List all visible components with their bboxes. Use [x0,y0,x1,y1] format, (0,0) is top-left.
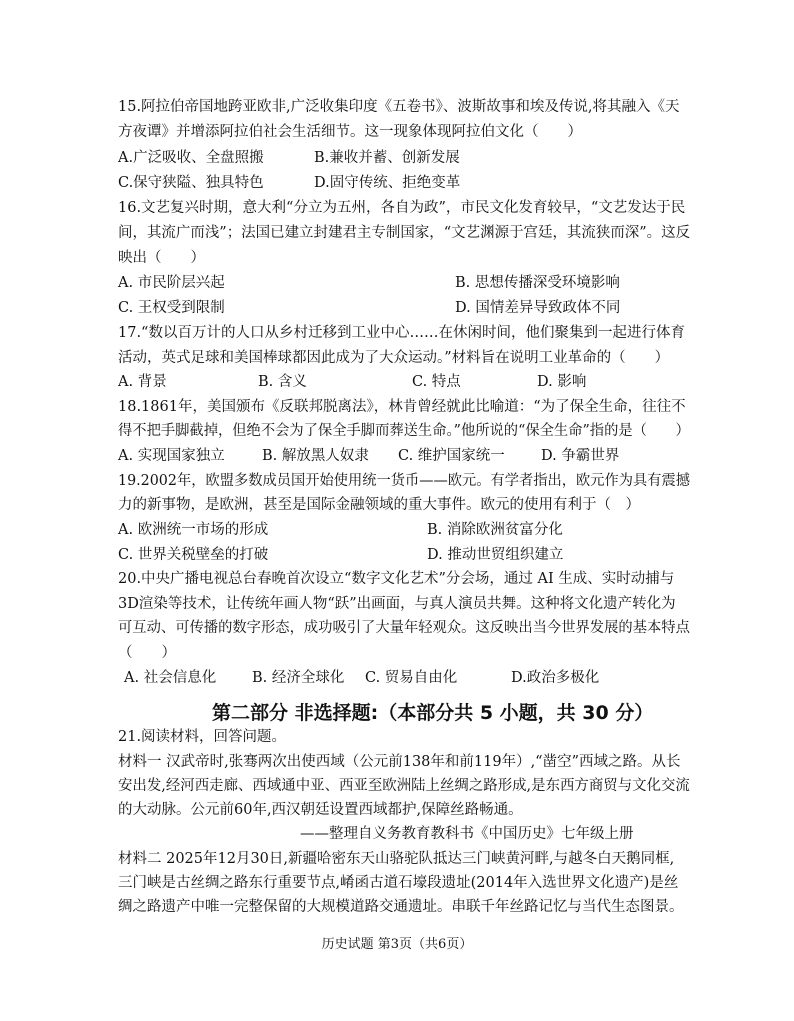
q20-option-d: D.政治多极化 [511,670,600,686]
q16-option-b: B. 思想传播深受环境影响 [455,275,620,291]
q16-option-d: D. 国情差异导致政体不同 [455,300,621,316]
q16-line-2: 间，其流广而浅”；法国已建立封建君主专制国家，“文艺渊源于宫廷，其流狭而深”。这反 [118,225,691,241]
q16-line-3: 映出（ ） [118,250,205,266]
q21-material2-line-1: 材料二 2025年12月30日,新疆哈密东天山骆驼队抵达三门峡黄河畔,与越冬白天鹅同框, [118,851,675,867]
q17-option-b: B. 含义 [258,374,307,390]
q15-option-d: D.固守传统、拒绝变革 [314,175,461,191]
q21-material1-line-1: 材料一 汉武帝时,张骞两次出使西域（公元前138年和前119年）,“凿空”西域之路。从长 [118,754,681,770]
q15-option-c: C.保守狭隘、独具特色 [118,175,264,191]
q16-option-a: A. 市民阶层兴起 [118,275,225,291]
q20-line-4: （ ） [118,645,176,661]
q18-line-2: 得不把手脚截掉，但绝不会为了保全手脚而葬送生命。”他所说的“保全生命”指的是（ ） [118,423,690,439]
q18-option-c: C. 维护国家统一 [398,448,505,464]
q17-line-1: 17.“数以百万计的人口从乡村迁移到工业中心……在休闲时间，他们聚集到一起进行体育 [118,325,685,341]
q21-material1-line-2: 安出发,经河西走廊、西域通中亚、西亚至欧洲陆上丝绸之路形成,是东西方商贸与文化交流 [118,778,690,794]
q15-line-2: 方夜谭》并增添阿拉伯社会生活细节。这一现象体现阿拉伯文化（ ） [118,124,582,140]
q18-option-b: B. 解放黑人奴隶 [262,448,369,464]
q21-material2-line-2: 三门峡是古丝绸之路东行重要节点,崤函古道石壕段遗址(2014年入选世界文化遗产)是丝 [118,875,679,891]
q17-option-d: D. 影响 [537,374,587,390]
q16-option-c: C. 王权受到限制 [118,300,225,316]
q19-line-2: 力的新事物，是欧洲，甚至是国际金融领域的重大事件。欧元的使用有利于（ ） [118,497,640,513]
q19-option-c: C. 世界关税壁垒的打破 [118,547,269,563]
q18-line-1: 18.1861年，美国颁布《反联邦脱离法》，林肯曾经就此比喻道：“为了保全生命，往往不 [118,399,686,415]
q20-option-a: A. 社会信息化 [124,670,217,686]
q20-line-3: 可互动、可传播的数字形态，成功吸引了大量年轻观众。这反映出当今世界发展的基本特点 [118,620,690,636]
q18-option-d: D. 争霸世界 [541,448,620,464]
q19-option-b: B. 消除欧洲贫富分化 [427,522,563,538]
q20-option-b: B. 经济全球化 [252,670,345,686]
q21-prompt: 21.阅读材料，回答问题。 [118,729,287,745]
q16-line-1: 16.文艺复兴时期，意大利“分立为五州，各自为政”，市民文化发育较早，“文艺发达于民 [118,200,686,216]
q15-line-1: 15.阿拉伯帝国地跨亚欧非,广泛收集印度《五卷书》、波斯故事和埃及传说,将其融入《天 [118,99,680,115]
q20-line-2: 3D渲染等技术，让传统年画人物“跃”出画面，与真人演员共舞。这种将文化遗产转化为 [118,596,676,612]
section-title: 第二部分 非选择题:（本部分共 5 小题，共 30 分） [212,702,654,724]
q21-material1-source: ——整理自义务教育教科书《中国历史》七年级上册 [300,826,634,842]
q17-option-c: C. 特点 [412,374,461,390]
q19-line-1: 19.2002年，欧盟多数成员国开始使用统一货币——欧元。有学者指出，欧元作为具有震撼 [118,473,691,489]
q15-option-b: B.兼收并蓄、创新发展 [314,150,460,166]
page-footer: 历史试题 第3页（共6页） [321,937,473,952]
q17-option-a: A. 背景 [118,374,167,390]
q15-option-a: A.广泛吸收、全盘照搬 [118,150,264,166]
q19-option-a: A. 欧洲统一市场的形成 [118,522,269,538]
q20-option-c: C. 贸易自由化 [365,670,458,686]
q21-material1-line-3: 的大动脉。公元前60年,西汉朝廷设置西域都护,保障丝路畅通。 [118,802,523,818]
q21-material2-line-3: 绸之路遗产中唯一完整保留的大规模道路交通遗址。串联千年丝路记忆与当代生态图景。 [118,899,684,915]
q20-line-1: 20.中央广播电视总台春晚首次设立“数字文化艺术”分会场，通过 AI 生成、实时动捕与 [118,571,675,587]
q18-option-a: A. 实现国家独立 [118,448,225,464]
q17-line-2: 活动，英式足球和美国棒球都因此成为了大众运动。”材料旨在说明工业革命的（ ） [118,350,670,366]
q19-option-d: D. 推动世贸组织建立 [427,547,564,563]
